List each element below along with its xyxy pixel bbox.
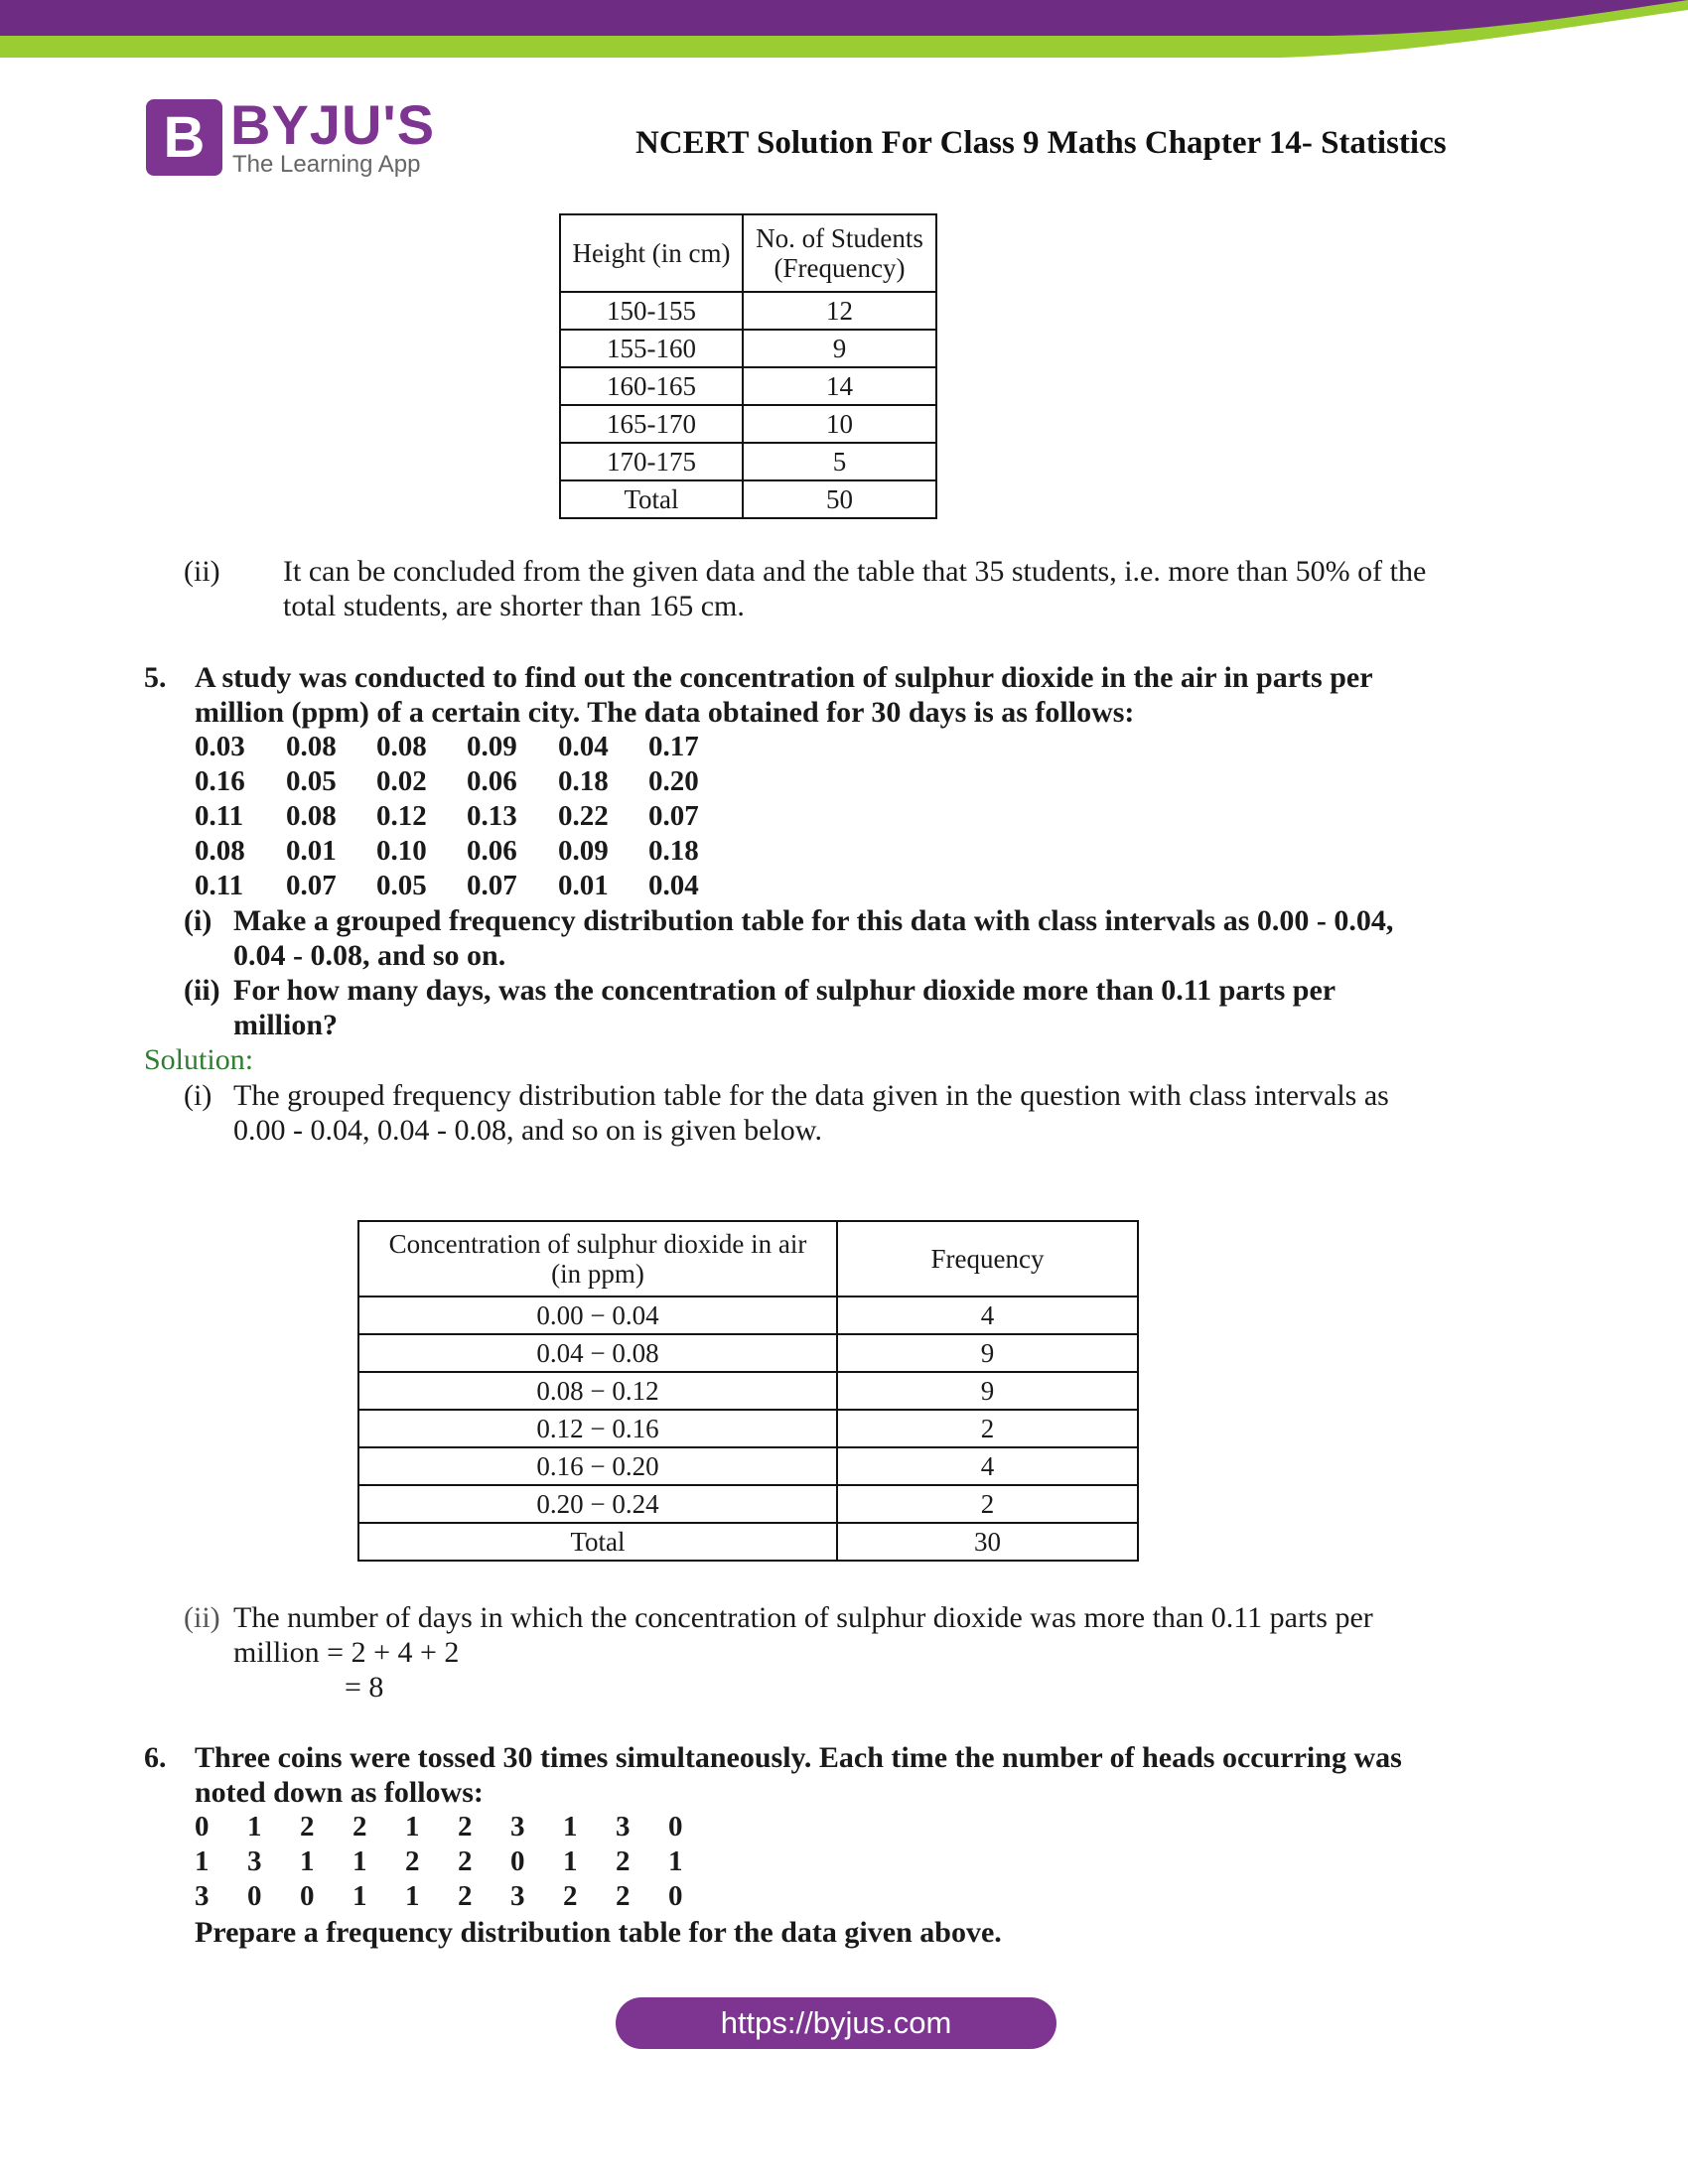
cell: 4 bbox=[837, 1297, 1138, 1334]
cell: 165-170 bbox=[560, 405, 743, 443]
cell: 155-160 bbox=[560, 330, 743, 367]
data-value: 0.11 bbox=[195, 800, 244, 832]
data-value: 0.22 bbox=[558, 800, 609, 832]
data-value: 2 bbox=[616, 1845, 631, 1877]
frequency-column-header: Frequency bbox=[837, 1221, 1138, 1297]
data-value: 2 bbox=[458, 1880, 473, 1912]
cell: 50 bbox=[743, 480, 936, 518]
cell: 0.04 − 0.08 bbox=[358, 1334, 837, 1372]
q5-part1-text: 0.04 - 0.08, and so on. bbox=[233, 939, 506, 972]
header-banner bbox=[0, 0, 1688, 62]
data-value: 3 bbox=[195, 1880, 210, 1912]
table-row bbox=[358, 1410, 1138, 1447]
solution-part1-text: 0.00 - 0.04, 0.04 - 0.08, and so on is given below. bbox=[233, 1114, 822, 1147]
data-value: 0.09 bbox=[467, 731, 517, 762]
data-value: 0.18 bbox=[558, 765, 609, 797]
cell: 0.16 − 0.20 bbox=[358, 1447, 837, 1485]
data-value: 0.10 bbox=[376, 835, 427, 867]
cell: 170-175 bbox=[560, 443, 743, 480]
data-value: 1 bbox=[563, 1845, 578, 1877]
table-row bbox=[560, 330, 936, 367]
height-frequency-table bbox=[559, 213, 937, 519]
data-value: 1 bbox=[405, 1880, 420, 1912]
cell: 14 bbox=[743, 367, 936, 405]
brand-tagline: The Learning App bbox=[232, 151, 421, 178]
data-value: 0 bbox=[668, 1811, 683, 1843]
cell: 10 bbox=[743, 405, 936, 443]
data-value: 0.07 bbox=[286, 870, 337, 901]
cell: 2 bbox=[837, 1485, 1138, 1523]
data-value: 0.01 bbox=[558, 870, 609, 901]
data-value: 0.16 bbox=[195, 765, 245, 797]
data-value: 0.03 bbox=[195, 731, 245, 762]
data-value: 0.08 bbox=[286, 731, 337, 762]
byjus-logo-icon[interactable]: B bbox=[146, 99, 222, 176]
cell: 150-155 bbox=[560, 292, 743, 330]
q6-text: Three coins were tossed 30 times simultaneously. Each time the number of heads occurring was bbox=[195, 1741, 1402, 1774]
q5-part2-text: million? bbox=[233, 1009, 339, 1041]
data-value: 0.11 bbox=[195, 870, 244, 901]
cell: 5 bbox=[743, 443, 936, 480]
data-value: 1 bbox=[195, 1845, 210, 1877]
q5-part1-marker: (i) bbox=[184, 904, 212, 937]
data-value: 0.18 bbox=[648, 835, 699, 867]
q6-instruction: Prepare a frequency distribution table for the data given above. bbox=[195, 1916, 1002, 1949]
solution-part1-marker: (i) bbox=[184, 1079, 212, 1112]
cell: 0.08 − 0.12 bbox=[358, 1372, 837, 1410]
data-value: 3 bbox=[616, 1811, 631, 1843]
data-value: 1 bbox=[352, 1880, 367, 1912]
data-value: 2 bbox=[616, 1880, 631, 1912]
data-value: 1 bbox=[247, 1811, 262, 1843]
table-row bbox=[560, 443, 936, 480]
data-value: 3 bbox=[510, 1811, 525, 1843]
data-value: 0.12 bbox=[376, 800, 427, 832]
data-value: 0.09 bbox=[558, 835, 609, 867]
data-value: 0 bbox=[300, 1880, 315, 1912]
data-value: 0.05 bbox=[376, 870, 427, 901]
cell: 30 bbox=[837, 1523, 1138, 1561]
data-value: 0 bbox=[247, 1880, 262, 1912]
data-value: 1 bbox=[352, 1845, 367, 1877]
solution-part2-marker: (ii) bbox=[184, 1601, 220, 1634]
data-value: 0.04 bbox=[648, 870, 699, 901]
cell: 0.12 − 0.16 bbox=[358, 1410, 837, 1447]
data-value: 2 bbox=[563, 1880, 578, 1912]
data-value: 3 bbox=[247, 1845, 262, 1877]
table-row bbox=[560, 367, 936, 405]
concentration-column-header bbox=[358, 1221, 837, 1297]
data-value: 0.08 bbox=[286, 800, 337, 832]
data-value: 0.05 bbox=[286, 765, 337, 797]
data-value: 1 bbox=[668, 1845, 683, 1877]
data-value: 0 bbox=[195, 1811, 210, 1843]
data-value: 0.06 bbox=[467, 765, 517, 797]
table-total-row bbox=[358, 1523, 1138, 1561]
q5-number: 5. bbox=[144, 661, 167, 694]
cell: 9 bbox=[743, 330, 936, 367]
q5-text: million (ppm) of a certain city. The data obtained for 30 days is as follows: bbox=[195, 696, 1135, 729]
solution-label: Solution: bbox=[144, 1043, 254, 1076]
table-total-row bbox=[560, 480, 936, 518]
data-value: 0.07 bbox=[467, 870, 517, 901]
cell: 160-165 bbox=[560, 367, 743, 405]
q4-part2-line: It can be concluded from the given data and the table that 35 students, i.e. more than 50% of the bbox=[283, 555, 1427, 588]
data-value: 0.07 bbox=[648, 800, 699, 832]
table-row bbox=[560, 292, 936, 330]
data-value: 0.02 bbox=[376, 765, 427, 797]
cell: Total bbox=[358, 1523, 837, 1561]
q6-number: 6. bbox=[144, 1741, 167, 1774]
cell: 2 bbox=[837, 1410, 1138, 1447]
data-value: 0.04 bbox=[558, 731, 609, 762]
data-value: 2 bbox=[405, 1845, 420, 1877]
q5-part2-marker: (ii) bbox=[184, 974, 220, 1007]
data-value: 0.20 bbox=[648, 765, 699, 797]
solution-part2-text: The number of days in which the concentration of sulphur dioxide was more than 0.11 parts per bbox=[233, 1601, 1373, 1634]
footer-url-link[interactable]: https://byjus.com bbox=[616, 1997, 1056, 2049]
q5-part2-text: For how many days, was the concentration of sulphur dioxide more than 0.11 parts per bbox=[233, 974, 1336, 1007]
q4-part2-marker: (ii) bbox=[184, 555, 220, 588]
page-title: NCERT Solution For Class 9 Maths Chapter 14- Statistics bbox=[635, 125, 1447, 161]
header-line: (Frequency) bbox=[774, 253, 906, 283]
table-row bbox=[358, 1485, 1138, 1523]
table-row bbox=[358, 1334, 1138, 1372]
solution-part1-text: The grouped frequency distribution table for the data given in the question with class intervals as bbox=[233, 1079, 1389, 1112]
data-value: 0.08 bbox=[376, 731, 427, 762]
table-row bbox=[358, 1372, 1138, 1410]
cell: 9 bbox=[837, 1334, 1138, 1372]
data-value: 2 bbox=[352, 1811, 367, 1843]
data-value: 0.08 bbox=[195, 835, 245, 867]
q6-text: noted down as follows: bbox=[195, 1776, 484, 1809]
cell: 4 bbox=[837, 1447, 1138, 1485]
cell: 9 bbox=[837, 1372, 1138, 1410]
students-column-header bbox=[743, 214, 936, 292]
data-value: 3 bbox=[510, 1880, 525, 1912]
header-line: Concentration of sulphur dioxide in air bbox=[388, 1229, 807, 1259]
so2-frequency-table bbox=[357, 1220, 1139, 1562]
data-value: 0.06 bbox=[467, 835, 517, 867]
cell: 0.00 − 0.04 bbox=[358, 1297, 837, 1334]
table-row bbox=[560, 405, 936, 443]
data-value: 0.01 bbox=[286, 835, 337, 867]
header-line: (in ppm) bbox=[551, 1259, 644, 1289]
q4-part2-line: total students, are shorter than 165 cm. bbox=[283, 590, 745, 622]
data-value: 0 bbox=[510, 1845, 525, 1877]
data-value: 2 bbox=[300, 1811, 315, 1843]
solution-part2-result: = 8 bbox=[345, 1671, 384, 1704]
solution-part2-text: million = 2 + 4 + 2 bbox=[233, 1636, 460, 1669]
data-value: 1 bbox=[300, 1845, 315, 1877]
q5-part1-text: Make a grouped frequency distribution table for this data with class intervals as 0.00 - 0.04, bbox=[233, 904, 1394, 937]
brand-name: BYJU'S bbox=[230, 93, 436, 156]
height-column-header: Height (in cm) bbox=[560, 214, 743, 292]
data-value: 0.13 bbox=[467, 800, 517, 832]
data-value: 1 bbox=[405, 1811, 420, 1843]
table-row bbox=[358, 1447, 1138, 1485]
q5-text: A study was conducted to find out the concentration of sulphur dioxide in the air in parts per bbox=[195, 661, 1373, 694]
cell: Total bbox=[560, 480, 743, 518]
data-value: 2 bbox=[458, 1845, 473, 1877]
cell: 0.20 − 0.24 bbox=[358, 1485, 837, 1523]
cell: 12 bbox=[743, 292, 936, 330]
data-value: 0.17 bbox=[648, 731, 699, 762]
header-line: No. of Students bbox=[756, 223, 923, 253]
data-value: 0 bbox=[668, 1880, 683, 1912]
data-value: 2 bbox=[458, 1811, 473, 1843]
table-row bbox=[358, 1297, 1138, 1334]
data-value: 1 bbox=[563, 1811, 578, 1843]
